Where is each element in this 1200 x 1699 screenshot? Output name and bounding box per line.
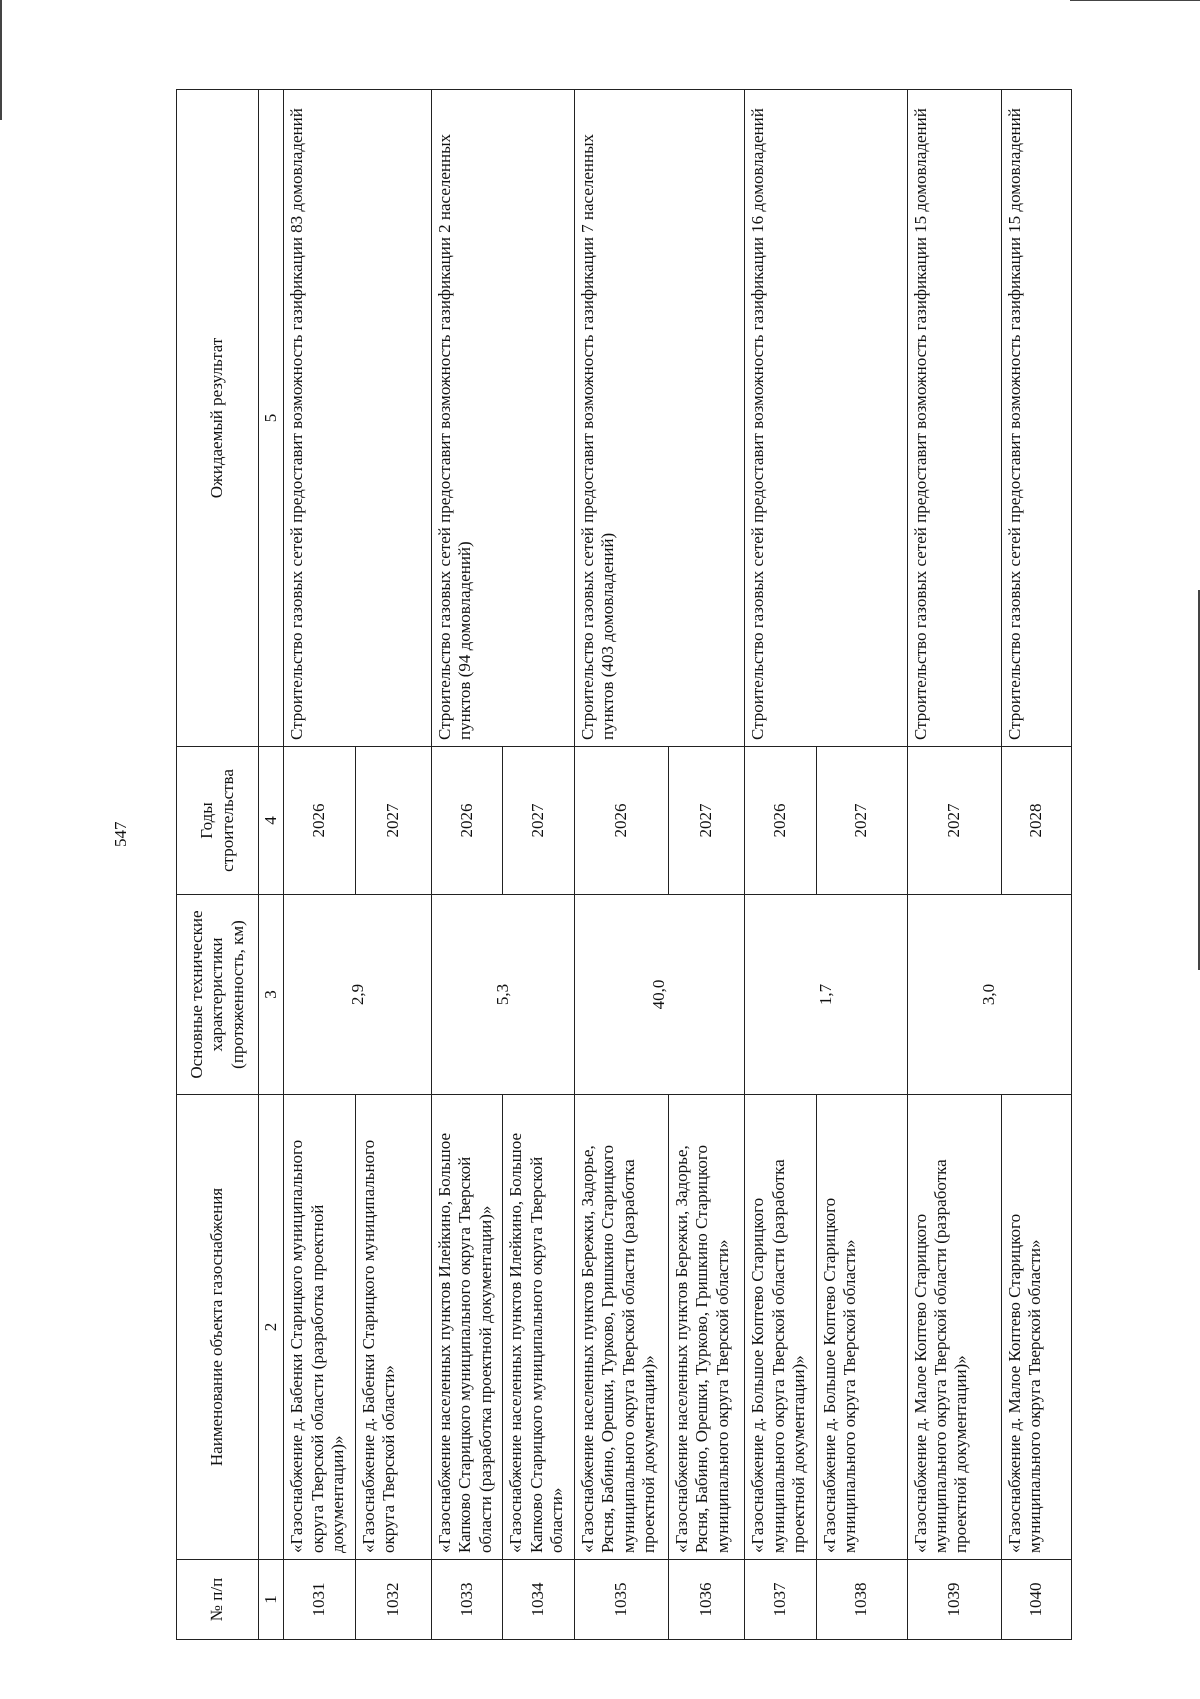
construction-year: 2027 [907, 747, 1001, 895]
construction-year: 2027 [355, 747, 431, 895]
column-number: 2 [259, 1095, 284, 1560]
row-number: 1039 [907, 1560, 1001, 1640]
object-name: «Газоснабжение д. Малое Коптево Старицкого муниципального округа Тверской области» [1001, 1095, 1071, 1560]
expected-result: Строительство газовых сетей предоставит возможность газификации 15 домовладений [907, 90, 1001, 747]
object-name: «Газоснабжение населенных пунктов Илейкино, Большое Капково Старицкого муниципального округа Тверской области (разработка проектной документации)» [432, 1095, 503, 1560]
construction-year: 2027 [503, 747, 574, 895]
length-value: 2,9 [284, 895, 432, 1095]
table-row [745, 90, 816, 1640]
expected-result: Строительство газовых сетей предоставит возможность газификации 83 домовладений [284, 90, 432, 747]
table-row [574, 90, 668, 1640]
construction-year: 2026 [745, 747, 816, 895]
object-name: «Газоснабжение населенных пунктов Бережки, Задорье, Рясня, Бабино, Орешки, Турково, Гришкино Старицкого муниципального округа Тверской области» [668, 1095, 744, 1560]
construction-year: 2028 [1001, 747, 1071, 895]
expected-result: Строительство газовых сетей предоставит возможность газификации 2 населенных пунктов (94 домовладений) [432, 90, 575, 747]
row-number: 1033 [432, 1560, 503, 1640]
length-value: 3,0 [907, 895, 1071, 1095]
table-row [284, 90, 355, 1640]
row-number: 1032 [355, 1560, 431, 1640]
table-row [907, 90, 1001, 1640]
rotated-table-wrapper [176, 90, 1072, 1640]
header-years: Годы строительства [177, 747, 259, 895]
row-number: 1034 [503, 1560, 574, 1640]
length-value: 40,0 [574, 895, 745, 1095]
expected-result: Строительство газовых сетей предоставит возможность газификации 15 домовладений [1001, 90, 1071, 747]
row-number: 1031 [284, 1560, 355, 1640]
row-number: 1038 [816, 1560, 907, 1640]
column-number: 5 [259, 90, 284, 747]
construction-year: 2027 [668, 747, 744, 895]
object-name: «Газоснабжение д. Большое Коптево Старицкого муниципального округа Тверской области» [816, 1095, 907, 1560]
header-result: Ожидаемый результат [177, 90, 259, 747]
row-number: 1040 [1001, 1560, 1071, 1640]
page-number: 547 [111, 821, 130, 847]
header-name: Наименование объекта газоснабжения [177, 1095, 259, 1560]
object-name: «Газоснабжение д. Бабенки Старицкого муниципального округа Тверской области (разработка проектной документации)» [284, 1095, 355, 1560]
length-value: 1,7 [745, 895, 907, 1095]
construction-year: 2026 [432, 747, 503, 895]
column-number: 1 [259, 1560, 284, 1640]
column-number: 3 [259, 895, 284, 1095]
row-number: 1035 [574, 1560, 668, 1640]
expected-result: Строительство газовых сетей предоставит возможность газификации 16 домовладений [745, 90, 907, 747]
object-name: «Газоснабжение д. Большое Коптево Старицкого муниципального округа Тверской области (разработка проектной документации)» [745, 1095, 816, 1560]
construction-year: 2027 [816, 747, 907, 895]
object-name: «Газоснабжение населенных пунктов Бережки, Задорье, Рясня, Бабино, Орешки, Турково, Гришкино Старицкого муниципального округа Тверской области (разработка проектной документации)» [574, 1095, 668, 1560]
scan-edge-line [1070, 0, 1200, 1]
header-length: Основные технические характеристики (протяженность, км) [177, 895, 259, 1095]
row-number: 1036 [668, 1560, 744, 1640]
gas-supply-table [176, 89, 1072, 1640]
row-number: 1037 [745, 1560, 816, 1640]
expected-result: Строительство газовых сетей предоставит возможность газификации 7 населенных пунктов (403 домовладений) [574, 90, 745, 747]
length-value: 5,3 [432, 895, 575, 1095]
table-row [1001, 90, 1071, 1640]
scan-edge-line [0, 0, 2, 120]
construction-year: 2026 [284, 747, 355, 895]
column-number: 4 [259, 747, 284, 895]
header-num: № п/п [177, 1560, 259, 1640]
construction-year: 2026 [574, 747, 668, 895]
object-name: «Газоснабжение д. Бабенки Старицкого муниципального округа Тверской области» [355, 1095, 431, 1560]
object-name: «Газоснабжение населенных пунктов Илейкино, Большое Капково Старицкого муниципального округа Тверской области» [503, 1095, 574, 1560]
table-row [432, 90, 503, 1640]
object-name: «Газоснабжение д. Малое Коптево Старицкого муниципального округа Тверской области (разработка проектной документации)» [907, 1095, 1001, 1560]
